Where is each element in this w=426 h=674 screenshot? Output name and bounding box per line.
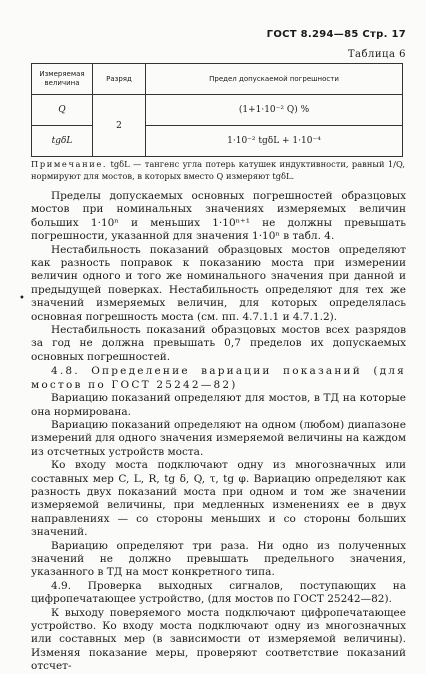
table-row: [32, 126, 403, 157]
paragraph: Вариацию показаний определяют для мостов, в ТД на которые она нормирована.: [31, 392, 406, 418]
paragraph: Ко входу моста подключают одну из многозначных или составных мер C, L, R, tg δ, Q, τ, tg φ. Вариацию определяют как разность двух показаний моста при одном и том же значении измеряемой величины, при медленных изменениях ее в двух направлениях — со стороны меньших и со стороны больших значений.: [31, 459, 406, 539]
cell-formula: 1·10⁻² tgδL + 1·10⁻⁴: [146, 126, 403, 157]
section-heading: 4.8. Определение вариации показаний (для мостов по ГОСТ 25242—82): [31, 365, 406, 391]
paragraph: Пределы допускаемых основных погрешностей образцовых мостов при номинальных значениях измеряемых величин больших 1·10ⁿ и меньших 1·10ⁿ⁺¹ не должны превышать погрешности, указанной для значения 1·10ⁿ в табл. 4.: [31, 190, 406, 243]
col-header-quantity: Измеряемая величина: [32, 64, 93, 95]
paragraph: К выходу поверяемого моста подключают цифропечатающее устройство. Ко входу моста подключают одну из многозначных или составных мер (в зависимости от измеряемой величины). Изменяя показание меры, проверяют соответствие показаний отсчет-: [31, 606, 406, 673]
cell-quantity: tgδL: [32, 126, 93, 157]
paragraph: Вариацию определяют три раза. Ни одно из полученных значений не должно превышать предельного значения, указанного в ТД на мост конкретного типа.: [31, 539, 406, 579]
cell-quantity: Q: [32, 95, 93, 126]
table-note: [31, 158, 405, 182]
paragraph: Нестабильность показаний образцовых мостов всех разрядов за год не должна превышать 0,7 пределов их допускаемых основных погрешностей.: [31, 324, 406, 363]
col-header-rank: Разряд: [93, 64, 146, 95]
paragraph: Нестабильность показаний образцовых мостов определяют как разность поправок к показанию моста при измерении величин одного и того же номинального значения при данной и предыдущей поверках. Нестабильность определяют для тех же значений измеряемых величин, для которых определялась основная погрешность моста (см. пп. 4.7.1.1 и 4.7.1.2).: [31, 243, 406, 323]
cell-formula: (1+1·10⁻² Q) %: [146, 95, 403, 126]
margin-mark: •: [19, 293, 25, 304]
section-heading: 4.9. Проверка выходных сигналов, поступающих на цифропечатающее устройство, (для мостов по ГОСТ 25242—82).: [31, 579, 406, 606]
accuracy-table: [31, 63, 403, 157]
note-label: Примечание.: [31, 159, 108, 169]
page-header: ГОСТ 8.294—85 Стр. 17: [266, 29, 406, 40]
body-text: [31, 190, 406, 674]
cell-rank: 2: [93, 95, 146, 157]
note-text: tgδL — тангенс угла потерь катушек индуктивности, равный 1/Q, нормируют для мостов, в которых вместо Q измеряют tgδL.: [31, 159, 406, 181]
col-header-error-limit: Предел допускаемой погрешности: [146, 64, 403, 95]
table-header-row: [32, 64, 403, 95]
paragraph: Вариацию показаний определяют на одном (любом) диапазоне измерений для одного значения измеряемой величины на каждом из отсчетных устройств моста.: [31, 418, 406, 458]
table-row: [32, 95, 403, 126]
table-title: Таблица 6: [347, 49, 406, 60]
